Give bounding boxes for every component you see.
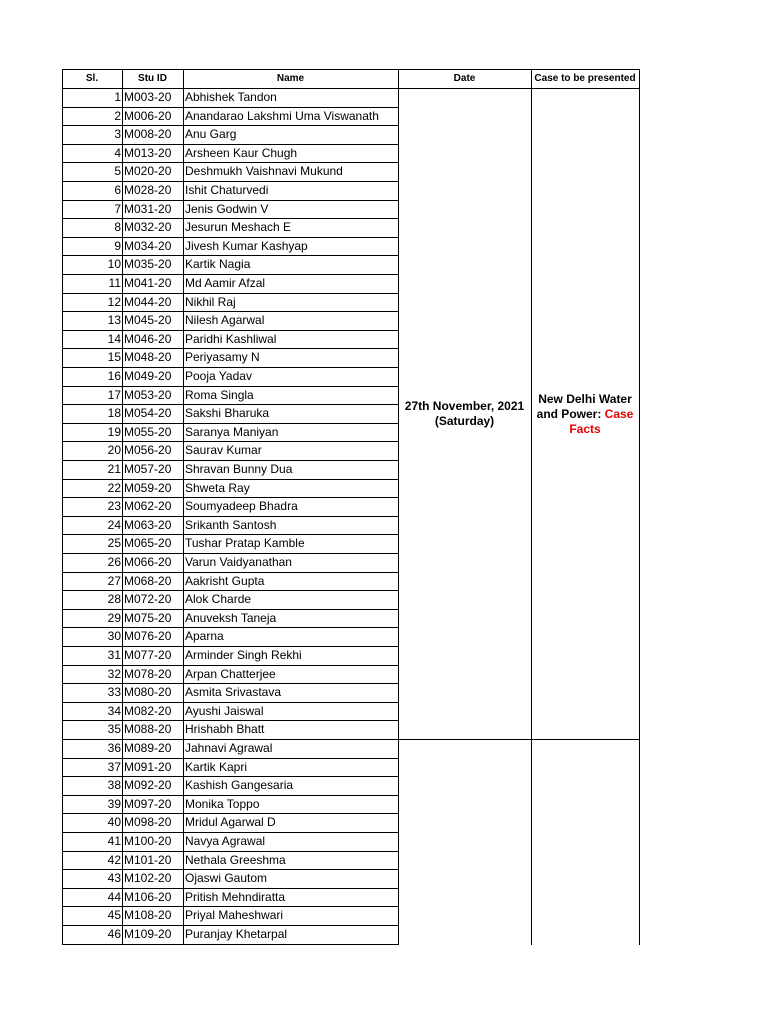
cell-stu-id: M101-20 (124, 852, 172, 867)
cell-sl: 45 (107, 908, 121, 923)
cell-sl: 32 (107, 666, 121, 681)
cell-sl: 2 (114, 108, 121, 123)
cell-sl: 29 (107, 610, 121, 625)
cell-name: Arsheen Kaur Chugh (185, 145, 298, 160)
cell-sl: 16 (107, 369, 121, 383)
cell-stu-id: M044-20 (124, 294, 172, 309)
cell-stu-id: M054-20 (124, 406, 172, 421)
cell-stu-id: M065-20 (124, 536, 172, 551)
row-divider (62, 888, 399, 889)
cell-name: Arminder Singh Rekhi (185, 648, 302, 662)
cell-sl: 1 (114, 90, 121, 104)
cell-stu-id: M102-20 (124, 871, 172, 886)
cell-name: Puranjay Khetarpal (185, 927, 288, 941)
cell-stu-id: M098-20 (124, 815, 172, 830)
cell-sl: 10 (107, 257, 121, 272)
row-divider (62, 497, 399, 498)
date-line-2: (Saturday) (434, 414, 495, 428)
cell-sl: 41 (107, 834, 121, 848)
col-border-name (398, 69, 399, 945)
cell-name: Ojaswi Gautom (185, 871, 268, 886)
row-divider (62, 776, 399, 777)
cell-sl: 18 (107, 406, 121, 421)
cell-name: Anandarao Lakshmi Uma Viswanath (185, 108, 379, 123)
row-divider (62, 144, 399, 145)
row-divider (62, 293, 399, 294)
cell-name: Saurav Kumar (185, 443, 262, 458)
cell-sl: 6 (114, 183, 121, 197)
cell-stu-id: M046-20 (124, 331, 172, 346)
cell-stu-id: M056-20 (124, 443, 172, 458)
header-case: Case to be presented (534, 73, 636, 84)
row-divider (62, 832, 399, 833)
cell-name: Nilesh Agarwal (185, 313, 265, 328)
col-border-id (183, 69, 184, 945)
cell-sl: 17 (107, 387, 121, 402)
cell-name: Nethala Greeshma (185, 852, 286, 867)
cell-stu-id: M008-20 (124, 127, 172, 142)
row-divider (62, 237, 399, 238)
cell-name: Kartik Nagia (185, 257, 251, 272)
cell-name: Monika Toppo (185, 796, 260, 811)
cell-name: Hrishabh Bhatt (185, 722, 265, 737)
cell-name: Shravan Bunny Dua (185, 462, 293, 476)
cell-name: Kartik Kapri (185, 759, 248, 774)
header-stu-id: Stu ID (138, 73, 167, 84)
cell-name: Jahnavi Agrawal (185, 741, 273, 755)
cell-name: Pritish Mehndiratta (185, 889, 286, 904)
cell-stu-id: M057-20 (124, 462, 172, 476)
row-divider (62, 218, 399, 219)
cell-stu-id: M106-20 (124, 889, 172, 904)
cell-stu-id: M066-20 (124, 555, 172, 569)
cell-name: Shweta Ray (185, 480, 250, 495)
cell-sl: 33 (107, 685, 121, 700)
date-line-1: 27th November, 2021 (404, 399, 525, 413)
cell-stu-id: M055-20 (124, 424, 172, 439)
cell-stu-id: M072-20 (124, 592, 172, 607)
cell-sl: 8 (114, 220, 121, 235)
cell-sl: 19 (107, 424, 121, 439)
cell-sl: 46 (107, 927, 121, 941)
cell-name: Pooja Yadav (185, 369, 252, 383)
cell-stu-id: M006-20 (124, 108, 172, 123)
cell-sl: 14 (107, 331, 121, 346)
cell-sl: 42 (107, 852, 121, 867)
cell-sl: 26 (107, 555, 121, 569)
cell-stu-id: M108-20 (124, 908, 172, 923)
cell-stu-id: M049-20 (124, 369, 172, 383)
row-divider (62, 944, 399, 945)
row-divider (62, 460, 399, 461)
row-divider (62, 479, 399, 480)
header-name: Name (276, 73, 305, 84)
cell-sl: 13 (107, 313, 121, 328)
cell-sl: 28 (107, 592, 121, 607)
cell-stu-id: M028-20 (124, 183, 172, 197)
cell-name: Sakshi Bharuka (185, 406, 270, 421)
cell-name: Roma Singla (185, 387, 254, 402)
header-date: Date (453, 73, 476, 84)
cell-stu-id: M032-20 (124, 220, 172, 235)
row-divider (62, 851, 399, 852)
cell-sl: 35 (107, 722, 121, 737)
row-divider (62, 404, 399, 405)
cell-sl: 11 (108, 276, 121, 290)
cell-sl: 20 (107, 443, 121, 458)
cell-name: Tushar Pratap Kamble (185, 536, 305, 551)
case-cell-group-1 (531, 88, 639, 740)
cell-sl: 38 (107, 778, 121, 793)
cell-stu-id: M076-20 (124, 629, 172, 644)
cell-name: Mridul Agarwal D (185, 815, 276, 830)
row-divider (62, 330, 399, 331)
cell-name: Md Aamir Afzal (185, 276, 266, 290)
row-divider (62, 925, 399, 926)
cell-name: Navya Agrawal (185, 834, 266, 848)
row-divider (62, 107, 399, 108)
row-divider (62, 125, 399, 126)
cell-sl: 3 (114, 127, 121, 142)
cell-sl: 44 (107, 889, 121, 904)
cell-name: Deshmukh Vaishnavi Mukund (185, 164, 343, 179)
cell-stu-id: M082-20 (124, 703, 172, 718)
col-border-sl (122, 69, 123, 945)
row-divider (62, 906, 399, 907)
cell-name: Ishit Chaturvedi (185, 183, 269, 197)
cell-stu-id: M077-20 (124, 648, 172, 662)
cell-sl: 25 (107, 536, 121, 551)
row-divider (62, 590, 399, 591)
row-divider (62, 739, 399, 740)
cell-stu-id: M091-20 (124, 759, 172, 774)
header-bottom-border (62, 88, 640, 89)
row-divider (62, 200, 399, 201)
cell-sl: 9 (114, 238, 121, 253)
cell-stu-id: M045-20 (124, 313, 172, 328)
row-divider (62, 274, 399, 275)
cell-name: Periyasamy N (185, 350, 260, 365)
cell-name: Saranya Maniyan (185, 424, 279, 439)
cell-sl: 37 (107, 759, 121, 774)
col-border-date (531, 69, 532, 945)
cell-sl: 4 (114, 145, 121, 160)
row-divider (62, 367, 399, 368)
cell-stu-id: M031-20 (124, 201, 172, 216)
col-border-right (639, 69, 640, 945)
cell-name: Nikhil Raj (185, 294, 236, 309)
row-divider (62, 423, 399, 424)
date-cell-group-1 (398, 88, 531, 740)
cell-stu-id: M100-20 (124, 834, 172, 848)
row-divider (62, 348, 399, 349)
row-divider (62, 702, 399, 703)
cell-stu-id: M063-20 (124, 517, 172, 532)
cell-sl: 30 (107, 629, 121, 644)
cell-name: Abhishek Tandon (185, 90, 277, 104)
cell-stu-id: M062-20 (124, 499, 172, 514)
row-divider (62, 572, 399, 573)
row-divider (62, 162, 399, 163)
header-sl: Sl. (85, 73, 99, 84)
cell-sl: 23 (107, 499, 121, 514)
cell-sl: 12 (107, 294, 121, 309)
cell-stu-id: M048-20 (124, 350, 172, 365)
cell-stu-id: M003-20 (124, 90, 172, 104)
row-divider (62, 869, 399, 870)
row-divider (62, 311, 399, 312)
row-divider (62, 627, 399, 628)
cell-name: Soumyadeep Bhadra (185, 499, 298, 514)
cell-name: Priyal Maheshwari (185, 908, 284, 923)
row-divider (62, 795, 399, 796)
cell-sl: 43 (107, 871, 121, 886)
row-divider (62, 516, 399, 517)
row-divider (62, 181, 399, 182)
cell-stu-id: M020-20 (124, 164, 172, 179)
row-divider (62, 813, 399, 814)
row-divider (62, 255, 399, 256)
cell-stu-id: M080-20 (124, 685, 172, 700)
cell-sl: 7 (114, 201, 121, 216)
cell-stu-id: M109-20 (124, 927, 172, 941)
cell-name: Aakrisht Gupta (185, 573, 265, 588)
cell-name: Asmita Srivastava (185, 685, 282, 700)
cell-sl: 27 (107, 573, 121, 588)
cell-sl: 34 (107, 703, 121, 718)
cell-name: Jesurun Meshach E (185, 220, 292, 235)
row-divider (62, 441, 399, 442)
cell-sl: 21 (107, 462, 121, 476)
cell-stu-id: M088-20 (124, 722, 172, 737)
cell-stu-id: M059-20 (124, 480, 172, 495)
cell-name: Anu Garg (185, 127, 237, 142)
cell-stu-id: M089-20 (124, 741, 172, 755)
cell-stu-id: M078-20 (124, 666, 172, 681)
cell-name: Paridhi Kashliwal (185, 331, 277, 346)
cell-sl: 40 (107, 815, 121, 830)
row-divider (62, 534, 399, 535)
row-divider (62, 646, 399, 647)
group-divider (398, 739, 640, 740)
cell-stu-id: M053-20 (124, 387, 172, 402)
case-title: New Delhi Water and Power: (536, 391, 632, 421)
col-border-left (62, 69, 63, 945)
cell-stu-id: M013-20 (124, 145, 172, 160)
cell-name: Varun Vaidyanathan (185, 555, 292, 569)
cell-sl: 36 (107, 741, 121, 755)
cell-name: Jenis Godwin V (185, 201, 269, 216)
cell-name: Arpan Chatterjee (185, 666, 276, 681)
cell-name: Ayushi Jaiswal (185, 703, 264, 718)
row-divider (62, 758, 399, 759)
cell-stu-id: M041-20 (124, 276, 172, 290)
cell-stu-id: M035-20 (124, 257, 172, 272)
cell-sl: 15 (107, 350, 121, 365)
cell-sl: 5 (114, 164, 121, 179)
row-divider (62, 553, 399, 554)
row-divider (62, 386, 399, 387)
cell-stu-id: M034-20 (124, 238, 172, 253)
case-facts-link: Case Facts (569, 406, 634, 436)
row-divider (62, 720, 399, 721)
cell-sl: 22 (107, 480, 121, 495)
row-divider (62, 609, 399, 610)
cell-stu-id: M075-20 (124, 610, 172, 625)
cell-sl: 39 (107, 796, 121, 811)
cell-sl: 31 (107, 648, 121, 662)
cell-stu-id: M097-20 (124, 796, 172, 811)
cell-name: Alok Charde (185, 592, 252, 607)
cell-name: Kashish Gangesaria (185, 778, 294, 793)
cell-name: Jivesh Kumar Kashyap (185, 238, 308, 253)
cell-stu-id: M068-20 (124, 573, 172, 588)
cell-stu-id: M092-20 (124, 778, 172, 793)
cell-name: Aparna (185, 629, 224, 644)
cell-name: Anuveksh Taneja (185, 610, 277, 625)
cell-name: Srikanth Santosh (185, 517, 277, 532)
table-top-border (62, 69, 640, 70)
row-divider (62, 683, 399, 684)
cell-sl: 24 (107, 517, 121, 532)
row-divider (62, 665, 399, 666)
